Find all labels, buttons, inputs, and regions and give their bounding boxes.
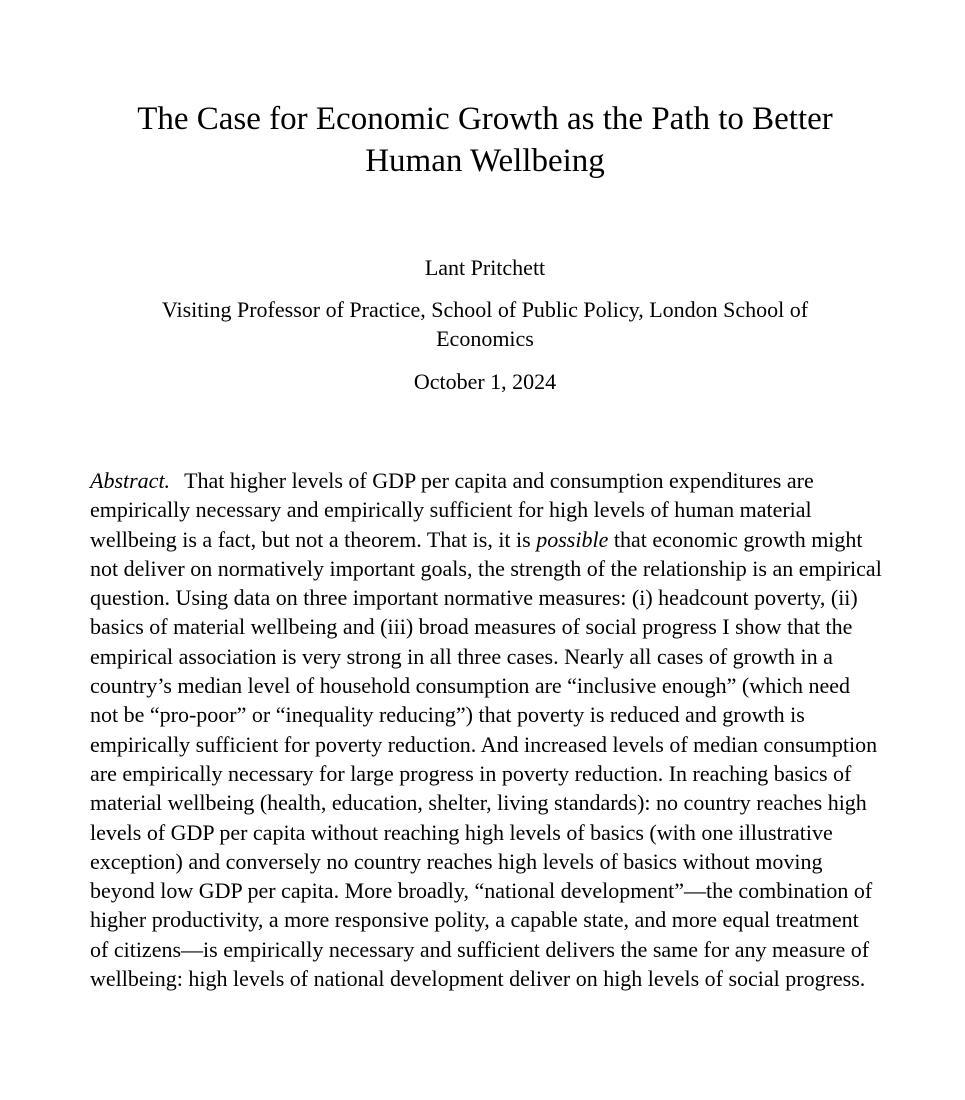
paper-title: The Case for Economic Growth as the Path to Better Human Wellbeing (137, 101, 833, 179)
author-affiliation: Visiting Professor of Practice, School of Public Policy, London School of Economics (161, 297, 809, 351)
abstract-emphasis: possible (536, 526, 609, 552)
abstract-text-part1: That higher levels of GDP per capita and consumption expenditures are empirically necessary and empirically sufficient for high levels of human material wellbeing is a fact, but not a theorem. That is, it is (90, 468, 814, 552)
author-name: Lant Pritchett (424, 255, 546, 280)
abstract-label: Abstract. (90, 468, 171, 493)
abstract-paragraph (90, 466, 882, 993)
publication-date: October 1, 2024 (413, 369, 557, 394)
abstract-text-part2: that economic growth might not deliver on normatively important goals, the strength of the relationship is an empirical question. Using data on three important normative measures: (i) headcount poverty, (ii) basics of material wellbeing and (iii) broad measures of social progress I show that the empirical association is very strong in all three cases. Nearly all cases of growth in a country’s median level of household consumption are “inclusive enough” (which need not be “pro-poor” or “inequality reducing”) that poverty is reduced and growth is empirically sufficient for poverty reduction. And increased levels of median consumption are empirically necessary for large progress in poverty reduction. In reaching basics of material wellbeing (health, education, shelter, living standards): no country reaches high levels of GDP per capita without reaching high levels of basics (with one illustrative exception) and conversely no country reaches high levels of basics without moving beyond low GDP per capita. More broadly, “national development”—the combination of higher productivity, a more responsive polity, a capable state, and more equal treatment of citizens—is empirically necessary and sufficient delivers the same for any measure of wellbeing: high levels of national development deliver on high levels of social progress. (90, 526, 882, 992)
